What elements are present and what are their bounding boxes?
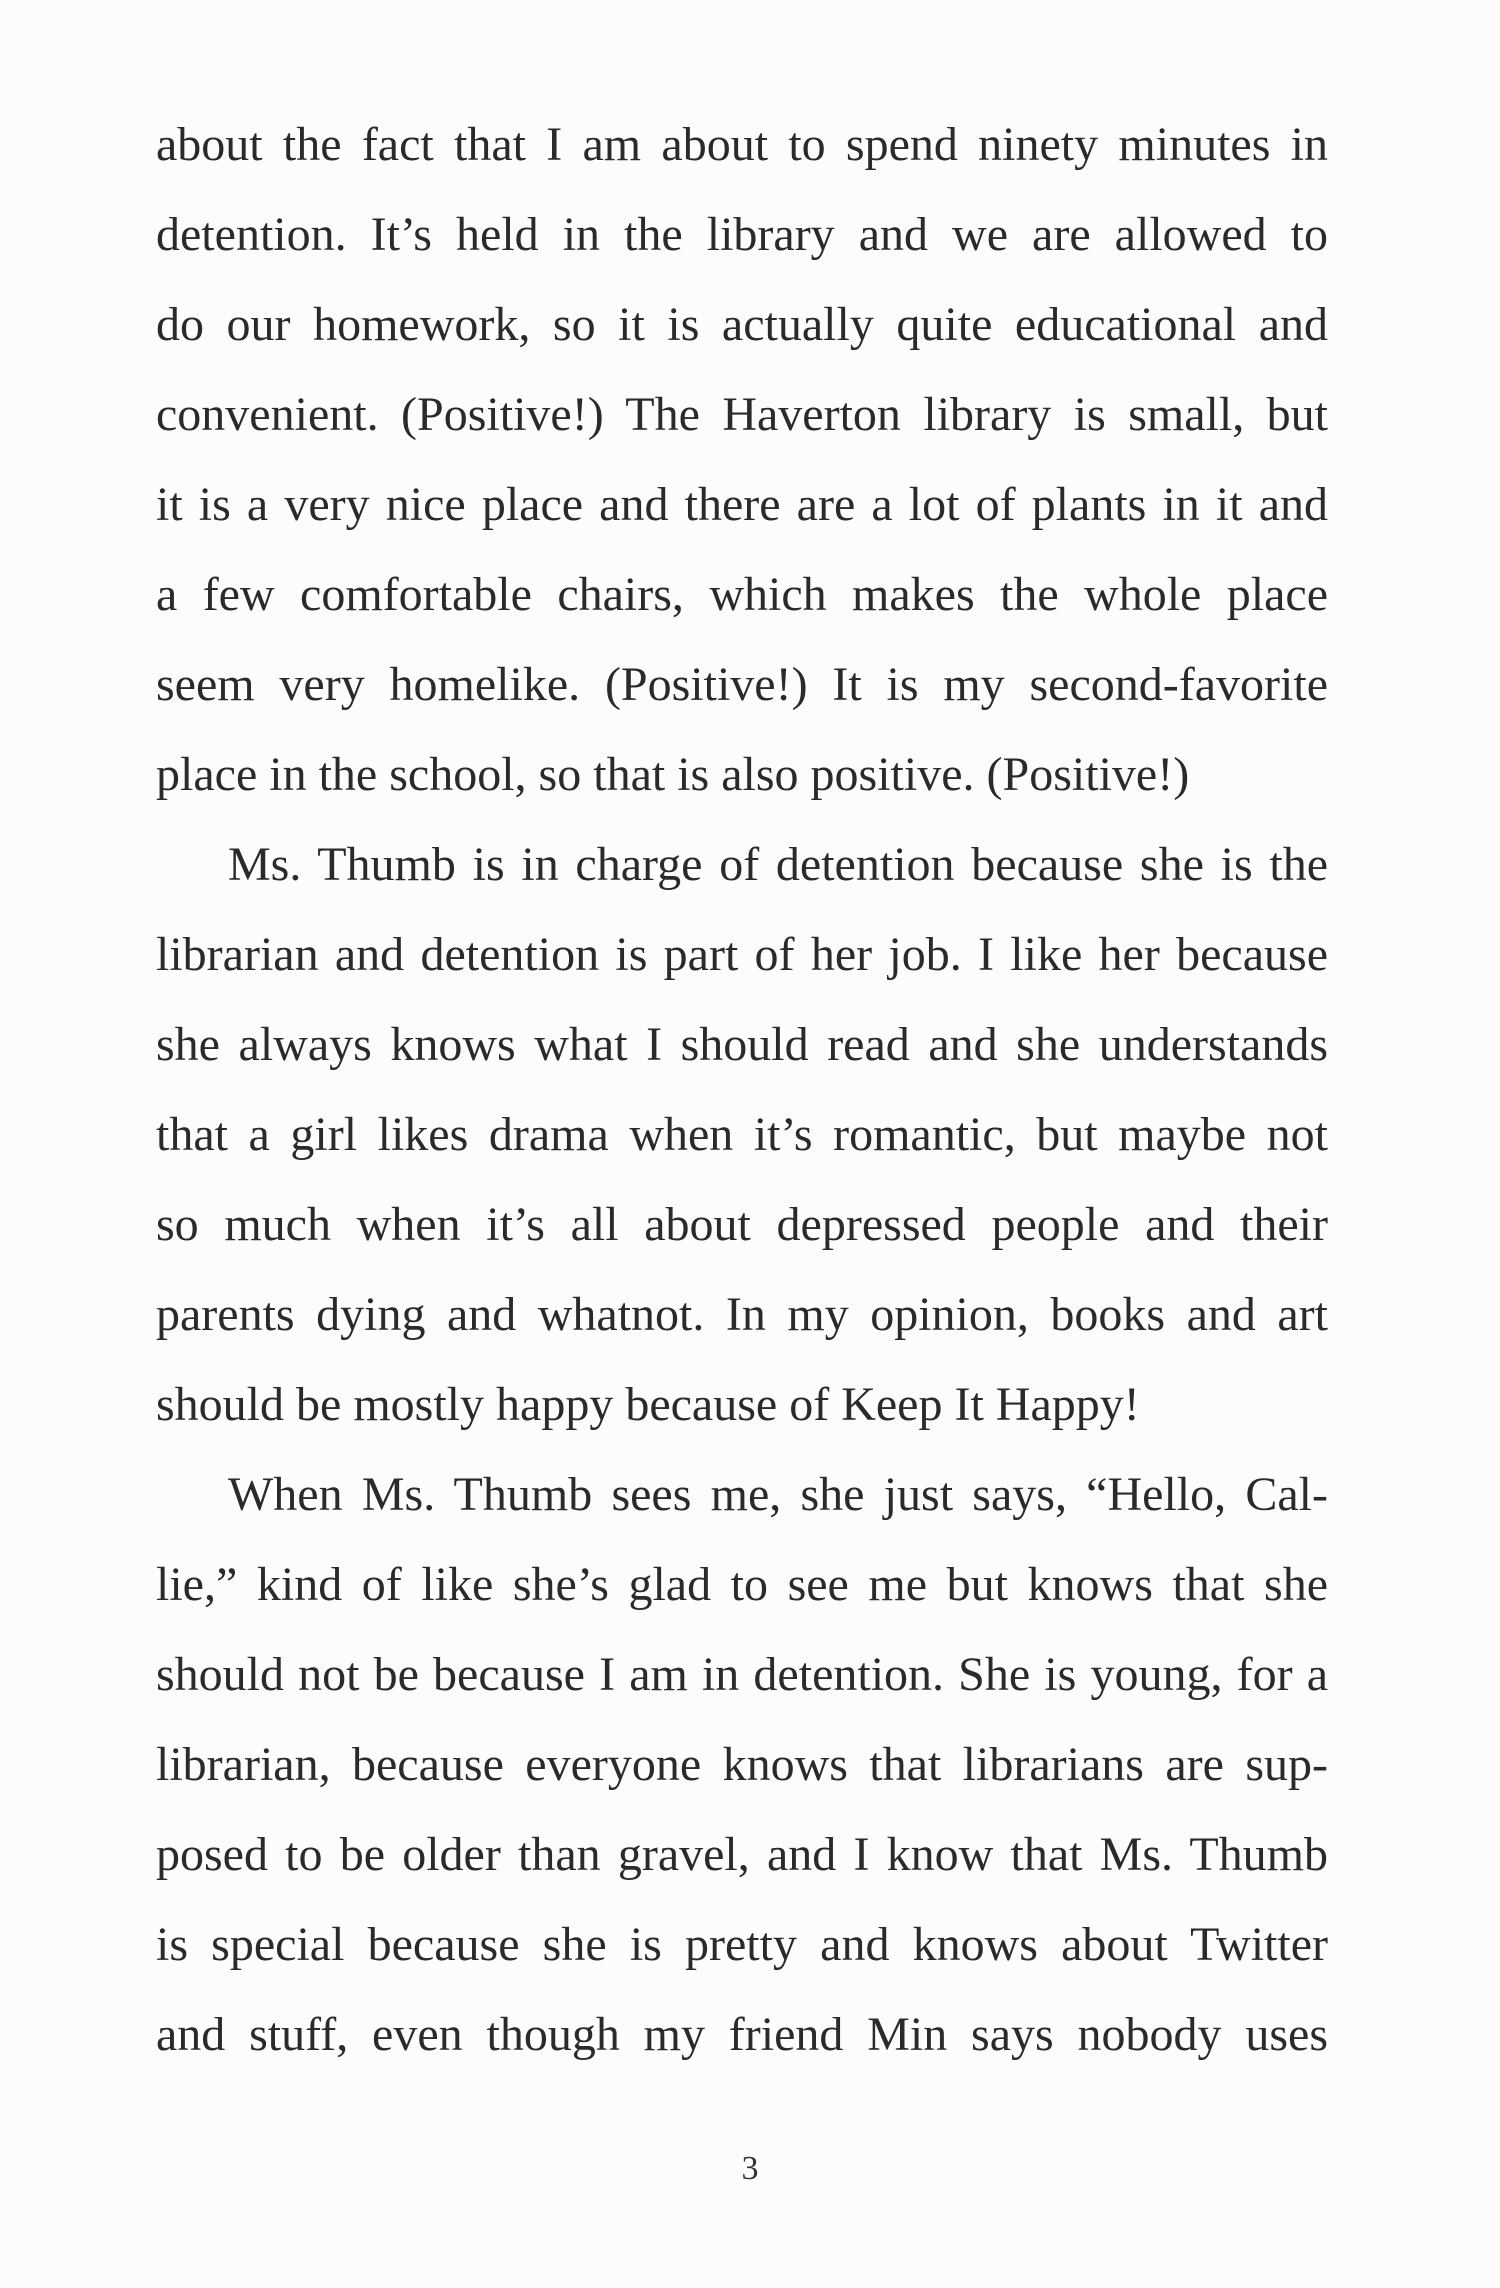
text-line: should be mostly happy because of Keep It Happy! (156, 1378, 1140, 1431)
paragraph-1 (156, 100, 1328, 820)
page-number: 3 (741, 2150, 759, 2187)
text-line: posed to be older than gravel, and I know that Ms. Thumb (156, 1828, 1328, 1881)
text-line: seem very homelike. (Positive!) It is my second-favorite (156, 658, 1328, 711)
text-line: lie,” kind of like she’s glad to see me but knows that she (156, 1558, 1328, 1611)
text-line: librarian, because everyone knows that librarians are sup- (156, 1738, 1328, 1791)
text-line: parents dying and whatnot. In my opinion, books and art (156, 1288, 1328, 1341)
text-line: detention. It’s held in the library and we are allowed to (156, 208, 1328, 261)
paragraph-2 (156, 820, 1328, 1450)
text-line: that a girl likes drama when it’s romantic, but maybe not (156, 1108, 1328, 1161)
body-text (156, 100, 1328, 2080)
text-line: is special because she is pretty and knows about Twitter (156, 1918, 1328, 1971)
text-line: do our homework, so it is actually quite educational and (156, 298, 1328, 351)
paragraph-3 (156, 1450, 1328, 2080)
text-line: about the fact that I am about to spend ninety minutes in (156, 118, 1328, 171)
text-line: so much when it’s all about depressed people and their (156, 1198, 1328, 1251)
text-line: a few comfortable chairs, which makes the whole place (156, 568, 1328, 621)
text-line: it is a very nice place and there are a lot of plants in it and (156, 478, 1328, 531)
text-line: should not be because I am in detention. She is young, for a (156, 1648, 1328, 1701)
text-line: librarian and detention is part of her job. I like her because (156, 928, 1328, 981)
text-line: and stuff, even though my friend Min says nobody uses (156, 2008, 1328, 2061)
text-line: place in the school, so that is also positive. (Positive!) (156, 748, 1190, 801)
text-line: she always knows what I should read and she understands (156, 1018, 1328, 1071)
text-line: convenient. (Positive!) The Haverton library is small, but (156, 388, 1328, 441)
text-line: Ms. Thumb is in charge of detention because she is the (228, 838, 1328, 891)
text-line: When Ms. Thumb sees me, she just says, “Hello, Cal- (228, 1468, 1328, 1521)
